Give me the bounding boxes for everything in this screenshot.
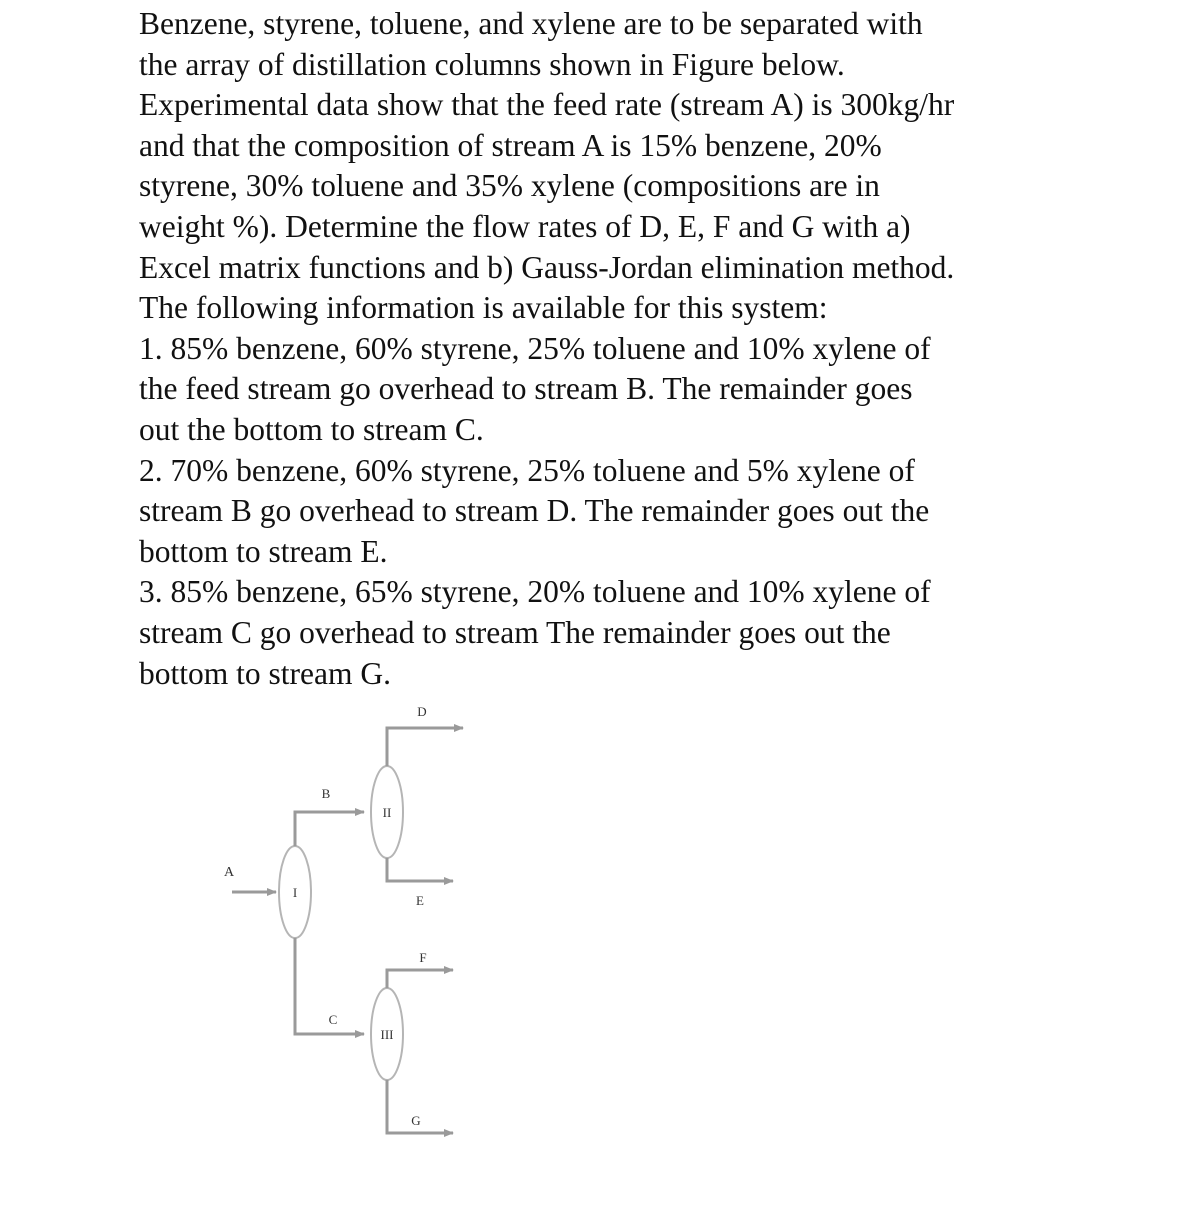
problem-line: Experimental data show that the feed rate (stream A) is 300kg/hr (139, 87, 955, 123)
problem-line: Benzene, styrene, toluene, and xylene are to be separated with (139, 6, 923, 41)
stream-d-label: D (417, 704, 427, 719)
condition-1-line: 1. 85% benzene, 60% styrene, 25% toluene and 10% xylene of (139, 330, 931, 366)
problem-line: the array of distillation columns shown in Figure below. (139, 46, 845, 82)
column-iii-label: III (380, 1027, 394, 1042)
condition-2-line: bottom to stream E. (139, 533, 388, 569)
condition-3-line: bottom to stream G. (139, 655, 391, 691)
stream-g-label: G (411, 1113, 421, 1128)
problem-line: Excel matrix functions and b) Gauss-Jordan elimination method. (139, 249, 955, 285)
column-i-label: I (292, 885, 298, 900)
stream-c-label: C (328, 1012, 338, 1027)
stream-e-label: E (416, 893, 424, 908)
stream-f-pipe (387, 970, 453, 988)
stream-b-label: B (321, 786, 331, 801)
condition-1-line: the feed stream go overhead to stream B. The remainder goes (139, 371, 913, 407)
condition-3-line: stream C go overhead to stream The remainder goes out the (139, 614, 891, 650)
problem-line: weight %). Determine the flow rates of D, E, F and G with a) (139, 208, 911, 244)
stream-e-pipe (387, 858, 453, 881)
condition-2-line: stream B go overhead to stream D. The remainder goes out the (139, 493, 930, 529)
stream-f-label: F (419, 950, 427, 965)
condition-2-line: 2. 70% benzene, 60% styrene, 25% toluene and 5% xylene of (139, 452, 915, 488)
stream-d-pipe (387, 728, 463, 766)
condition-3-line: 3. 85% benzene, 65% styrene, 20% toluene and 10% xylene of (139, 574, 931, 610)
condition-1-line: out the bottom to stream C. (139, 411, 484, 447)
stream-b-pipe (295, 812, 364, 846)
problem-line: and that the composition of stream A is 15% benzene, 20% (139, 127, 882, 163)
column-ii-label: II (382, 805, 392, 820)
problem-line: styrene, 30% toluene and 35% xylene (compositions are in (139, 168, 880, 204)
stream-a-label: A (224, 865, 235, 880)
problem-line: The following information is available for this system: (139, 290, 828, 326)
